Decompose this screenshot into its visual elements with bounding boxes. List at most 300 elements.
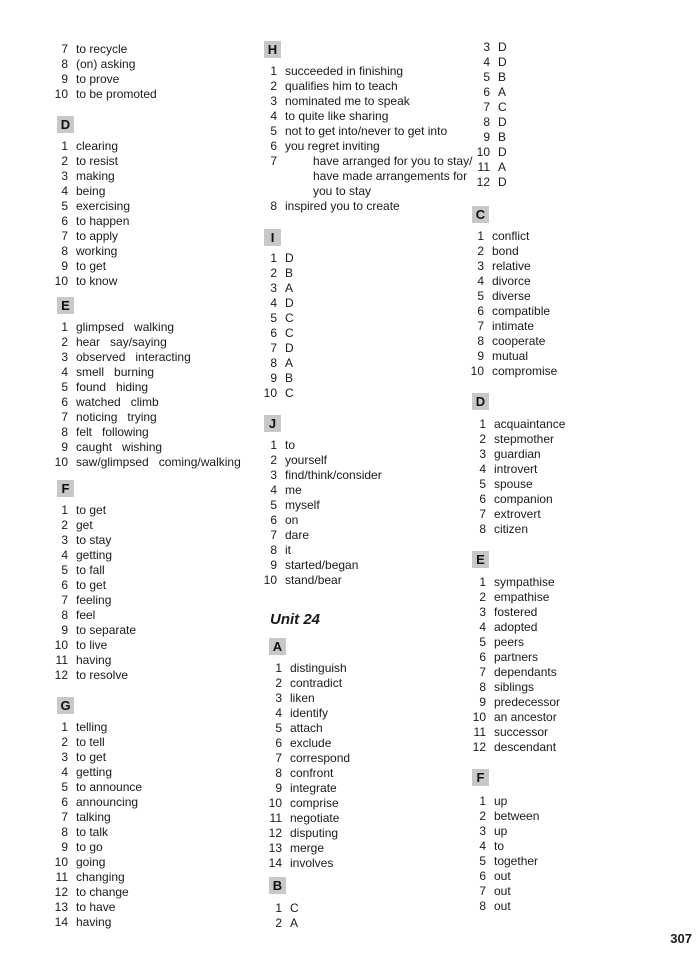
item-number: 6 bbox=[61, 795, 68, 809]
item-number: 4 bbox=[477, 274, 484, 288]
section-header-f: F bbox=[57, 480, 74, 497]
item-text: D bbox=[498, 40, 507, 54]
item-text: not to get into/never to get into bbox=[285, 124, 448, 138]
item-number: 5 bbox=[61, 780, 68, 794]
item-text: sympathise bbox=[494, 575, 555, 589]
item-participle: walking bbox=[134, 320, 175, 334]
item-text: cooperate bbox=[492, 334, 546, 348]
item-participle: following bbox=[102, 425, 149, 439]
item-number: 13 bbox=[268, 841, 282, 855]
item-number: 5 bbox=[477, 289, 484, 303]
item-participle: interacting bbox=[135, 350, 191, 364]
section-header-c: C bbox=[472, 206, 489, 223]
item-text: out bbox=[494, 884, 511, 898]
item-text: to tell bbox=[76, 735, 105, 749]
item-number: 11 bbox=[477, 160, 490, 174]
item-number: 12 bbox=[54, 668, 68, 682]
item-number: 1 bbox=[477, 229, 484, 243]
item-number: 6 bbox=[61, 578, 68, 592]
item-verb: smell bbox=[76, 365, 105, 379]
item-text: liken bbox=[290, 691, 315, 705]
item-number: 5 bbox=[479, 854, 486, 868]
item-text: B bbox=[285, 266, 294, 280]
item-number: 3 bbox=[270, 281, 277, 295]
item-text: find/think/consider bbox=[285, 468, 382, 482]
item-text: dependants bbox=[494, 665, 557, 679]
list-item bbox=[257, 139, 455, 154]
item-number: 6 bbox=[479, 869, 486, 883]
section-header-a: A bbox=[269, 638, 286, 655]
item-text: acquaintance bbox=[494, 417, 566, 431]
item-text: D bbox=[285, 251, 294, 265]
item-text: B bbox=[285, 371, 294, 385]
item-text: fostered bbox=[494, 605, 538, 619]
item-number: 6 bbox=[270, 139, 277, 153]
item-text: qualifies him to teach bbox=[285, 79, 398, 93]
item-text: confront bbox=[290, 766, 334, 780]
item-verb: glimpsed bbox=[76, 320, 125, 334]
item-text: to bbox=[494, 839, 505, 853]
item-number: 5 bbox=[270, 498, 277, 512]
item-text: announcing bbox=[76, 795, 139, 809]
item-text: guardian bbox=[494, 447, 541, 461]
item-number: 2 bbox=[479, 590, 486, 604]
item-text: C bbox=[290, 901, 299, 915]
item-text: it bbox=[285, 543, 291, 557]
item-number: 1 bbox=[275, 661, 282, 675]
section-header-d2: D bbox=[472, 393, 489, 410]
item-text: distinguish bbox=[290, 661, 347, 675]
item-text: to quite like sharing bbox=[285, 109, 389, 123]
item-text: to fall bbox=[76, 563, 105, 577]
item-text: have arranged for you to stay/ have made arrangements for you to stay bbox=[313, 154, 473, 198]
item-text: C bbox=[285, 326, 294, 340]
item-number: 10 bbox=[268, 796, 282, 810]
item-number: 11 bbox=[55, 653, 68, 667]
item-text: correspond bbox=[290, 751, 351, 765]
item-text: to get bbox=[76, 259, 107, 273]
item-text: out bbox=[494, 869, 511, 883]
item-number: 1 bbox=[61, 720, 68, 734]
item-text: together bbox=[494, 854, 539, 868]
item-participle: wishing bbox=[122, 440, 163, 454]
item-text: inspired you to create bbox=[285, 199, 400, 213]
item-number: 8 bbox=[477, 334, 484, 348]
item-text: feel bbox=[76, 608, 96, 622]
item-number: 4 bbox=[270, 483, 277, 497]
item-number: 9 bbox=[61, 72, 68, 86]
item-text: relative bbox=[492, 259, 531, 273]
item-number: 6 bbox=[61, 214, 68, 228]
section-header-i: I bbox=[264, 229, 281, 246]
item-text: empathise bbox=[494, 590, 550, 604]
list-item bbox=[257, 64, 455, 79]
item-number: 4 bbox=[479, 462, 486, 476]
list-item bbox=[257, 199, 455, 214]
item-number: 7 bbox=[61, 229, 68, 243]
item-number: 3 bbox=[483, 40, 490, 54]
item-number: 12 bbox=[472, 740, 486, 754]
item-text bbox=[76, 455, 241, 470]
item-number: 5 bbox=[61, 199, 68, 213]
item-verb: hear bbox=[76, 335, 101, 349]
item-number: 8 bbox=[479, 680, 486, 694]
item-text: to be promoted bbox=[76, 87, 157, 101]
item-number: 6 bbox=[477, 304, 484, 318]
item-number: 9 bbox=[270, 558, 277, 572]
list-item bbox=[257, 109, 455, 124]
section-header-f2: F bbox=[472, 769, 489, 786]
item-number: 3 bbox=[479, 447, 486, 461]
item-verb: watched bbox=[76, 395, 121, 409]
item-text: to happen bbox=[76, 214, 130, 228]
item-verb: caught bbox=[76, 440, 113, 454]
item-number: 1 bbox=[270, 438, 277, 452]
item-number: 6 bbox=[479, 492, 486, 506]
item-number: 4 bbox=[61, 548, 68, 562]
item-text: making bbox=[76, 169, 115, 183]
item-verb: saw/glimpsed bbox=[76, 455, 149, 469]
item-text: to recycle bbox=[76, 42, 128, 56]
item-text: getting bbox=[76, 765, 113, 779]
item-number: 3 bbox=[61, 350, 68, 364]
item-number: 2 bbox=[61, 154, 68, 168]
item-text: A bbox=[498, 85, 507, 99]
list-item bbox=[257, 124, 455, 139]
item-text: contradict bbox=[290, 676, 343, 690]
item-number: 2 bbox=[275, 916, 282, 930]
item-number: 13 bbox=[54, 900, 68, 914]
item-number: 1 bbox=[61, 139, 68, 153]
item-number: 10 bbox=[54, 274, 68, 288]
item-text: to get bbox=[76, 750, 107, 764]
item-number: 1 bbox=[479, 794, 486, 808]
item-text: to get bbox=[76, 503, 107, 517]
item-text: to prove bbox=[76, 72, 120, 86]
item-number: 4 bbox=[61, 184, 68, 198]
item-number: 8 bbox=[270, 356, 277, 370]
item-text: an ancestor bbox=[494, 710, 557, 724]
item-number: 7 bbox=[61, 42, 68, 56]
item-text: disputing bbox=[290, 826, 339, 840]
item-number: 5 bbox=[270, 124, 277, 138]
item-number: 8 bbox=[270, 543, 277, 557]
item-text: peers bbox=[494, 635, 525, 649]
item-text: to talk bbox=[76, 825, 109, 839]
item-number: 4 bbox=[270, 109, 277, 123]
page-number: 307 bbox=[670, 931, 692, 946]
item-number: 8 bbox=[61, 57, 68, 71]
item-text bbox=[76, 410, 157, 425]
item-number: 9 bbox=[61, 840, 68, 854]
item-text: to change bbox=[76, 885, 129, 899]
item-text: B bbox=[498, 130, 507, 144]
item-text: having bbox=[76, 653, 112, 667]
item-number: 7 bbox=[61, 810, 68, 824]
list-item bbox=[257, 94, 455, 109]
item-number: 3 bbox=[61, 750, 68, 764]
item-number: 8 bbox=[479, 522, 486, 536]
item-number: 2 bbox=[270, 266, 277, 280]
item-text: identify bbox=[290, 706, 329, 720]
item-text: exclude bbox=[290, 736, 332, 750]
item-number: 10 bbox=[263, 386, 277, 400]
item-text: involves bbox=[290, 856, 334, 870]
section-header-d: D bbox=[57, 116, 74, 133]
item-text: to get bbox=[76, 578, 107, 592]
item-text: working bbox=[76, 244, 118, 258]
item-number: 2 bbox=[477, 244, 484, 258]
item-number: 2 bbox=[479, 809, 486, 823]
section-header-g: G bbox=[57, 697, 74, 714]
item-text: get bbox=[76, 518, 93, 532]
item-number: 5 bbox=[61, 563, 68, 577]
item-number: 9 bbox=[477, 349, 484, 363]
item-number: 5 bbox=[483, 70, 490, 84]
item-text: you regret inviting bbox=[285, 139, 380, 153]
item-number: 8 bbox=[275, 766, 282, 780]
item-verb: found bbox=[76, 380, 107, 394]
item-text: getting bbox=[76, 548, 113, 562]
item-number: 11 bbox=[269, 811, 282, 825]
item-text: to announce bbox=[76, 780, 143, 794]
item-text: dare bbox=[285, 528, 310, 542]
item-number: 1 bbox=[270, 64, 277, 78]
item-number: 6 bbox=[61, 395, 68, 409]
item-text: succeeded in finishing bbox=[285, 64, 404, 78]
item-text bbox=[76, 320, 174, 335]
item-text: stepmother bbox=[494, 432, 555, 446]
item-text: out bbox=[494, 899, 511, 913]
item-number: 6 bbox=[270, 326, 277, 340]
item-participle: hiding bbox=[116, 380, 149, 394]
item-number: 11 bbox=[55, 870, 68, 884]
item-number: 2 bbox=[270, 79, 277, 93]
item-text: myself bbox=[285, 498, 320, 512]
item-number: 7 bbox=[275, 751, 282, 765]
item-number: 2 bbox=[275, 676, 282, 690]
item-text: being bbox=[76, 184, 106, 198]
item-text bbox=[76, 350, 191, 365]
item-number: 9 bbox=[61, 623, 68, 637]
item-text: to separate bbox=[76, 623, 137, 637]
item-text: A bbox=[285, 356, 294, 370]
item-number: 3 bbox=[479, 605, 486, 619]
item-number: 5 bbox=[479, 635, 486, 649]
item-number: 9 bbox=[61, 259, 68, 273]
item-number: 10 bbox=[470, 364, 484, 378]
item-text: D bbox=[498, 115, 507, 129]
item-number: 8 bbox=[61, 244, 68, 258]
item-number: 1 bbox=[479, 417, 486, 431]
item-number: 12 bbox=[268, 826, 282, 840]
item-text: A bbox=[290, 916, 299, 930]
item-number: 9 bbox=[270, 371, 277, 385]
item-text: descendant bbox=[494, 740, 557, 754]
section-header-j: J bbox=[264, 415, 281, 432]
section-header-e: E bbox=[57, 297, 74, 314]
item-verb: noticing bbox=[76, 410, 118, 424]
item-number: 2 bbox=[479, 432, 486, 446]
item-text: to resolve bbox=[76, 668, 129, 682]
item-text: (on) asking bbox=[76, 57, 136, 71]
item-number: 7 bbox=[479, 507, 486, 521]
item-text: clearing bbox=[76, 139, 119, 153]
item-text bbox=[76, 365, 154, 380]
item-number: 6 bbox=[479, 650, 486, 664]
item-text: negotiate bbox=[290, 811, 340, 825]
list-item bbox=[257, 154, 473, 199]
section-header-b: B bbox=[269, 877, 286, 894]
item-number: 9 bbox=[61, 440, 68, 454]
item-text: partners bbox=[494, 650, 539, 664]
item-text: A bbox=[498, 160, 507, 174]
item-verb: observed bbox=[76, 350, 126, 364]
item-number: 11 bbox=[473, 725, 486, 739]
item-text: to know bbox=[76, 274, 118, 288]
item-text: mutual bbox=[492, 349, 529, 363]
item-number: 6 bbox=[483, 85, 490, 99]
item-text: citizen bbox=[494, 522, 529, 536]
item-text: to bbox=[285, 438, 296, 452]
item-text: D bbox=[285, 296, 294, 310]
item-number: 8 bbox=[483, 115, 490, 129]
item-text: successor bbox=[494, 725, 549, 739]
item-number: 1 bbox=[61, 503, 68, 517]
section-header-h: H bbox=[264, 41, 281, 58]
item-number: 1 bbox=[275, 901, 282, 915]
item-number: 14 bbox=[268, 856, 282, 870]
item-text: to apply bbox=[76, 229, 119, 243]
item-number: 6 bbox=[275, 736, 282, 750]
item-text: companion bbox=[494, 492, 553, 506]
list-item bbox=[257, 79, 455, 94]
item-participle: trying bbox=[127, 410, 157, 424]
item-number: 14 bbox=[54, 915, 68, 929]
item-number: 10 bbox=[263, 573, 277, 587]
item-text: up bbox=[494, 794, 508, 808]
item-number: 9 bbox=[483, 130, 490, 144]
item-number: 10 bbox=[54, 87, 68, 101]
item-number: 5 bbox=[479, 477, 486, 491]
col2-section-h-list bbox=[257, 64, 473, 214]
item-number: 7 bbox=[270, 528, 277, 542]
item-text: compatible bbox=[492, 304, 551, 318]
item-text: integrate bbox=[290, 781, 337, 795]
item-text: up bbox=[494, 824, 508, 838]
item-number: 10 bbox=[54, 855, 68, 869]
item-text: extrovert bbox=[494, 507, 541, 521]
item-number: 3 bbox=[61, 533, 68, 547]
item-text: bond bbox=[492, 244, 519, 258]
item-participle: climb bbox=[130, 395, 159, 409]
item-number: 3 bbox=[479, 824, 486, 838]
item-verb: felt bbox=[76, 425, 93, 439]
item-text: adopted bbox=[494, 620, 538, 634]
item-number: 4 bbox=[270, 296, 277, 310]
item-text: D bbox=[285, 341, 294, 355]
item-number: 9 bbox=[479, 695, 486, 709]
item-number: 3 bbox=[270, 94, 277, 108]
item-number: 1 bbox=[61, 320, 68, 334]
item-text: predecessor bbox=[494, 695, 561, 709]
item-text bbox=[76, 395, 159, 410]
item-text: compromise bbox=[492, 364, 558, 378]
item-number: 3 bbox=[61, 169, 68, 183]
item-number: 8 bbox=[270, 199, 277, 213]
item-number: 4 bbox=[61, 365, 68, 379]
item-number: 3 bbox=[275, 691, 282, 705]
item-text: started/began bbox=[285, 558, 359, 572]
item-text: C bbox=[498, 100, 507, 114]
item-number: 1 bbox=[270, 251, 277, 265]
item-participle: burning bbox=[114, 365, 155, 379]
item-number: 10 bbox=[54, 638, 68, 652]
item-text: merge bbox=[290, 841, 325, 855]
item-number: 4 bbox=[275, 706, 282, 720]
item-number: 10 bbox=[472, 710, 486, 724]
item-text: B bbox=[498, 70, 507, 84]
item-text: C bbox=[285, 311, 294, 325]
item-number: 7 bbox=[477, 319, 484, 333]
item-text: intimate bbox=[492, 319, 535, 333]
item-text: introvert bbox=[494, 462, 538, 476]
item-number: 8 bbox=[61, 425, 68, 439]
item-number: 4 bbox=[61, 765, 68, 779]
item-text: comprise bbox=[290, 796, 339, 810]
item-number: 7 bbox=[61, 410, 68, 424]
item-text: D bbox=[498, 55, 507, 69]
item-text: A bbox=[285, 281, 294, 295]
item-number: 1 bbox=[479, 575, 486, 589]
item-text: between bbox=[494, 809, 540, 823]
item-number: 8 bbox=[61, 608, 68, 622]
item-text: to live bbox=[76, 638, 108, 652]
item-number: 4 bbox=[479, 620, 486, 634]
item-participle: say/saying bbox=[110, 335, 167, 349]
item-number: 7 bbox=[270, 154, 277, 168]
item-number: 7 bbox=[61, 593, 68, 607]
item-text: to resist bbox=[76, 154, 119, 168]
item-number: 4 bbox=[483, 55, 490, 69]
item-number: 10 bbox=[54, 455, 68, 469]
item-number: 5 bbox=[270, 311, 277, 325]
item-text: to go bbox=[76, 840, 103, 854]
item-number: 3 bbox=[270, 468, 277, 482]
item-text: yourself bbox=[285, 453, 328, 467]
item-text bbox=[76, 440, 162, 455]
item-text bbox=[76, 380, 148, 395]
item-number: 8 bbox=[61, 825, 68, 839]
item-text: siblings bbox=[494, 680, 535, 694]
item-number: 7 bbox=[479, 884, 486, 898]
item-number: 12 bbox=[54, 885, 68, 899]
item-text bbox=[76, 335, 167, 350]
item-text: stand/bear bbox=[285, 573, 342, 587]
item-text: to stay bbox=[76, 533, 112, 547]
item-text: on bbox=[285, 513, 299, 527]
item-text: conflict bbox=[492, 229, 530, 243]
item-text: divorce bbox=[492, 274, 531, 288]
item-text: nominated me to speak bbox=[285, 94, 410, 108]
item-text: changing bbox=[76, 870, 125, 884]
item-number: 6 bbox=[270, 513, 277, 527]
item-number: 5 bbox=[61, 380, 68, 394]
item-text: D bbox=[498, 175, 507, 189]
item-text: going bbox=[76, 855, 106, 869]
item-text bbox=[76, 425, 149, 440]
item-number: 2 bbox=[61, 735, 68, 749]
